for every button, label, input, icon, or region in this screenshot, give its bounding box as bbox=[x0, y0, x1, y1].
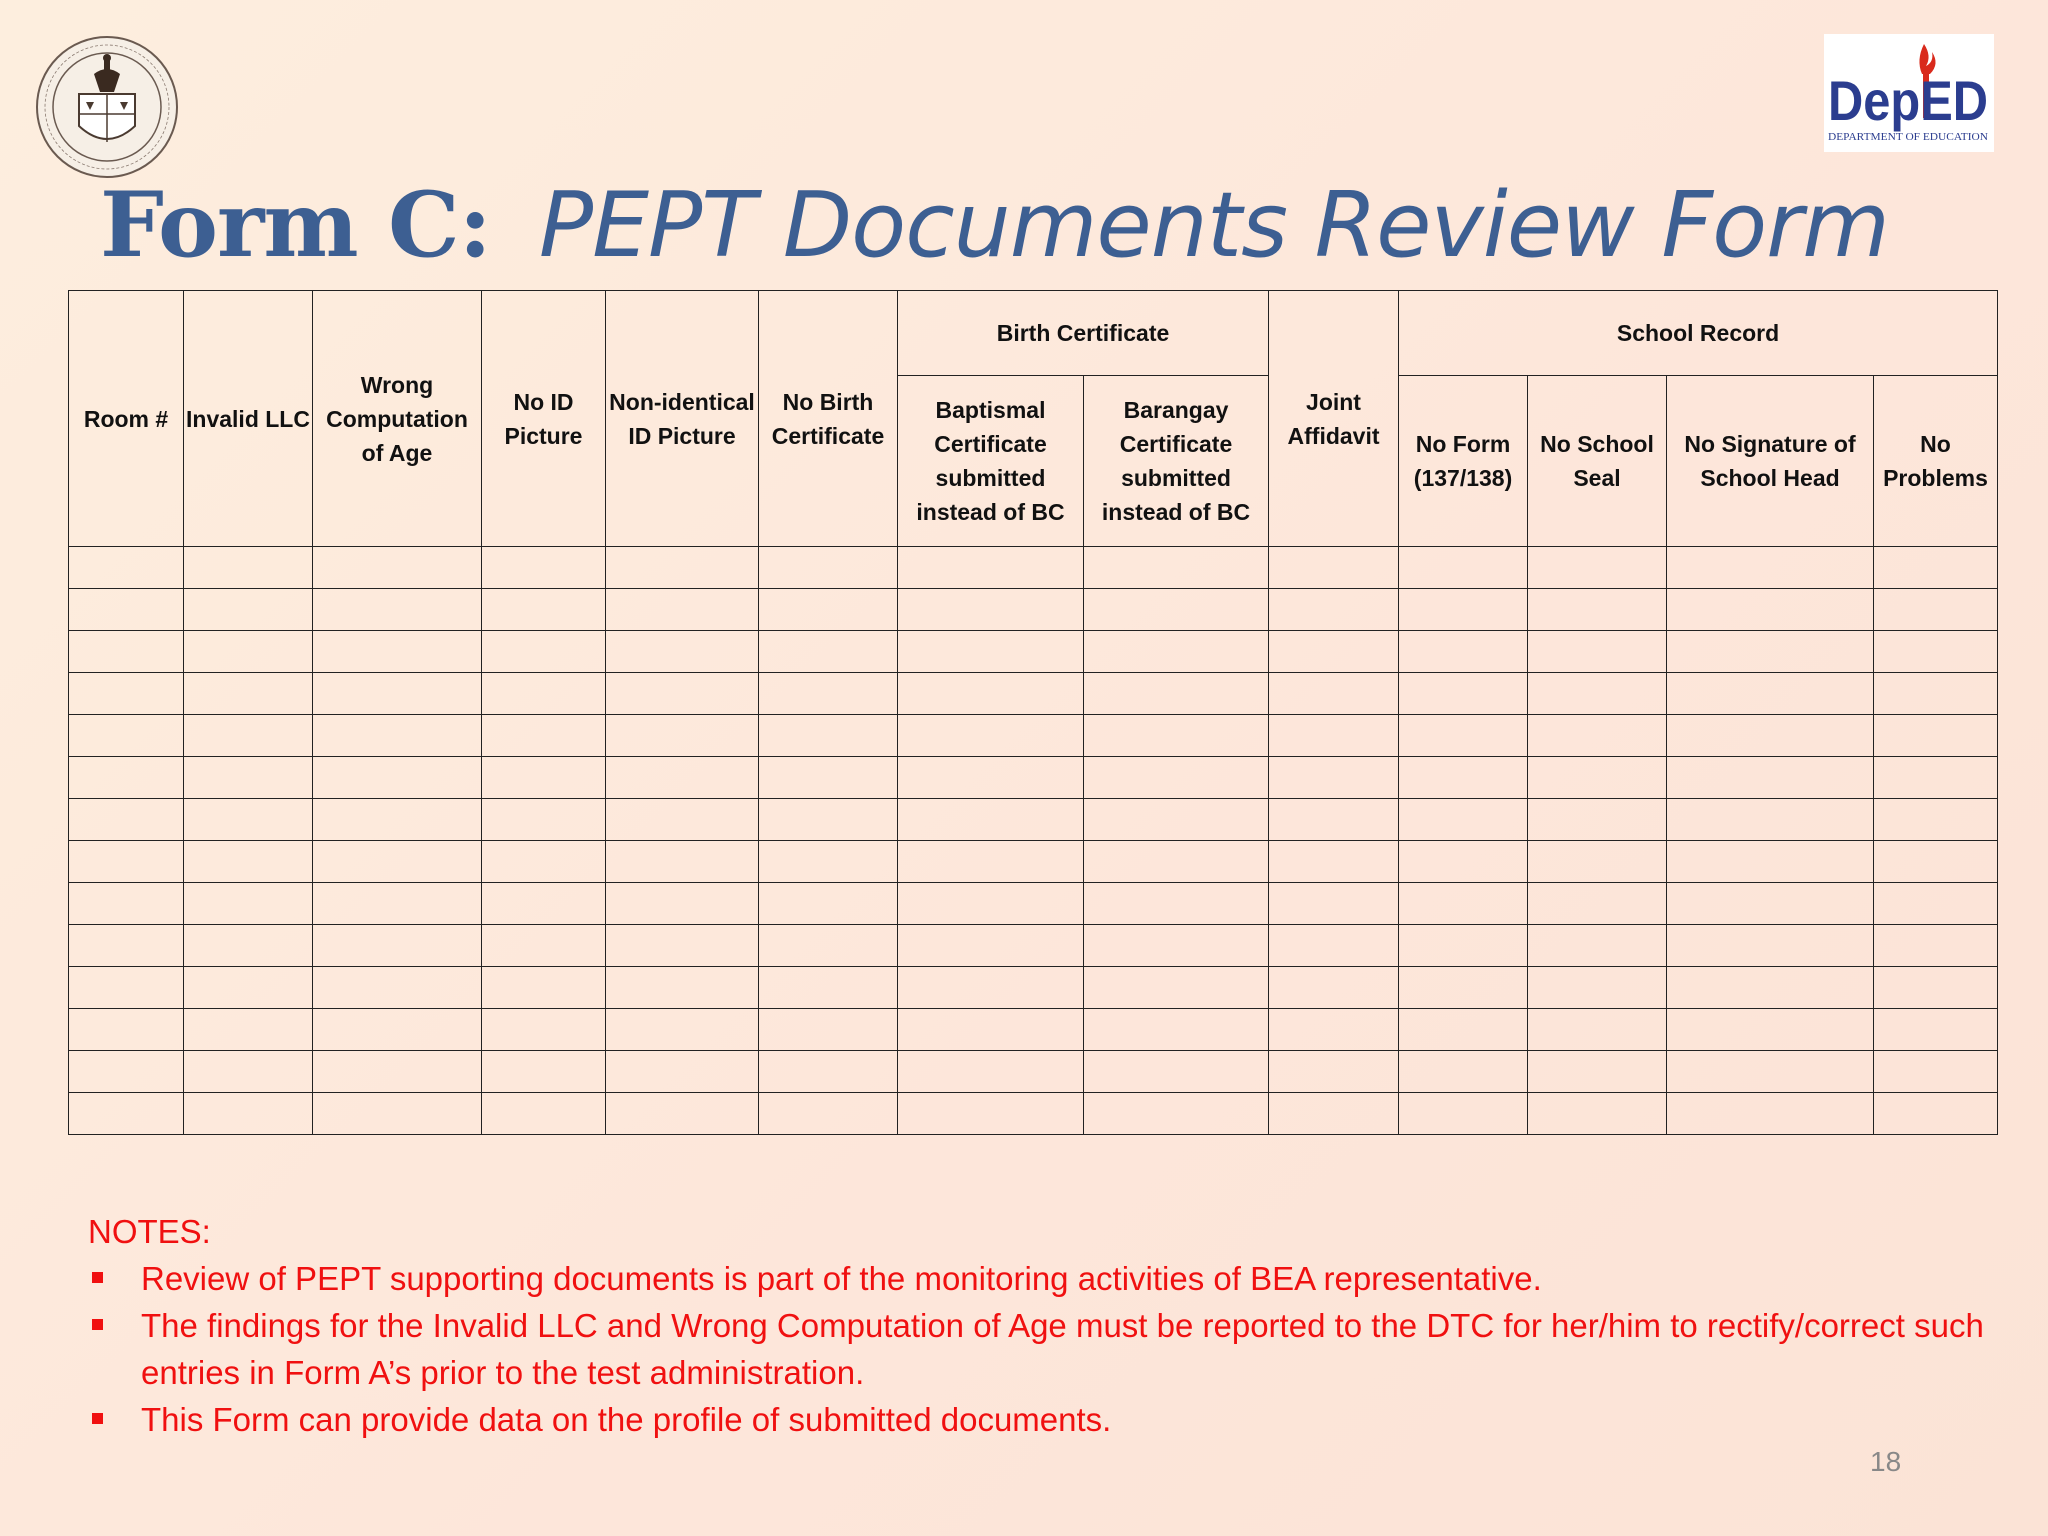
table-cell[interactable] bbox=[313, 967, 482, 1009]
table-cell[interactable] bbox=[69, 1009, 184, 1051]
table-row bbox=[69, 925, 1998, 967]
documents-review-table bbox=[68, 290, 1998, 1135]
table-cell[interactable] bbox=[1084, 799, 1269, 841]
table-cell[interactable] bbox=[606, 631, 759, 673]
table-cell[interactable] bbox=[606, 547, 759, 589]
table-cell[interactable] bbox=[1399, 967, 1528, 1009]
table-cell[interactable] bbox=[1084, 631, 1269, 673]
table-cell[interactable] bbox=[184, 799, 313, 841]
col-nonidentical-id: Non-identical ID Picture bbox=[606, 291, 759, 547]
table-cell[interactable] bbox=[1084, 673, 1269, 715]
table-row bbox=[69, 799, 1998, 841]
table-cell[interactable] bbox=[313, 1009, 482, 1051]
table-cell[interactable] bbox=[184, 925, 313, 967]
table-cell[interactable] bbox=[1874, 673, 1998, 715]
table-cell[interactable] bbox=[1399, 841, 1528, 883]
table-cell[interactable] bbox=[1528, 841, 1667, 883]
table-cell[interactable] bbox=[1084, 967, 1269, 1009]
table-cell[interactable] bbox=[606, 757, 759, 799]
table-cell[interactable] bbox=[69, 673, 184, 715]
table-cell[interactable] bbox=[606, 799, 759, 841]
page-title bbox=[100, 172, 2000, 282]
table-cell[interactable] bbox=[1399, 547, 1528, 589]
col-joint-affidavit: Joint Affidavit bbox=[1269, 291, 1399, 547]
table-cell[interactable] bbox=[1084, 925, 1269, 967]
table-cell[interactable] bbox=[759, 1051, 898, 1093]
table-cell[interactable] bbox=[482, 757, 606, 799]
table-cell[interactable] bbox=[1667, 715, 1874, 757]
table-cell[interactable] bbox=[1269, 925, 1399, 967]
table-cell[interactable] bbox=[1399, 883, 1528, 925]
table-cell[interactable] bbox=[898, 547, 1084, 589]
table-cell[interactable] bbox=[759, 883, 898, 925]
table-cell[interactable] bbox=[1667, 631, 1874, 673]
table-cell[interactable] bbox=[898, 883, 1084, 925]
table-cell[interactable] bbox=[898, 1009, 1084, 1051]
table-row bbox=[69, 841, 1998, 883]
table-row bbox=[69, 715, 1998, 757]
table-cell[interactable] bbox=[184, 631, 313, 673]
table-cell[interactable] bbox=[1528, 1009, 1667, 1051]
table-cell[interactable] bbox=[313, 1051, 482, 1093]
table-cell[interactable] bbox=[1874, 967, 1998, 1009]
table-cell[interactable] bbox=[313, 547, 482, 589]
svg-text:DepED: DepED bbox=[1828, 69, 1988, 132]
republic-seal-logo bbox=[34, 34, 180, 180]
bullet-icon bbox=[92, 1272, 103, 1283]
page-number: 18 bbox=[1870, 1446, 1902, 1477]
note-item bbox=[88, 1302, 1988, 1396]
table-cell[interactable] bbox=[898, 799, 1084, 841]
table-cell[interactable] bbox=[1667, 757, 1874, 799]
table-cell[interactable] bbox=[1667, 883, 1874, 925]
table-cell[interactable] bbox=[898, 589, 1084, 631]
table-cell[interactable] bbox=[606, 1093, 759, 1135]
col-room: Room # bbox=[69, 291, 184, 547]
note-text: This Form can provide data on the profile of submitted documents. bbox=[141, 1401, 1112, 1438]
table-cell[interactable] bbox=[1667, 1051, 1874, 1093]
table-cell[interactable] bbox=[184, 547, 313, 589]
table-cell[interactable] bbox=[1084, 547, 1269, 589]
table-cell[interactable] bbox=[1667, 841, 1874, 883]
table-cell[interactable] bbox=[1528, 631, 1667, 673]
table-cell[interactable] bbox=[1269, 1009, 1399, 1051]
table-cell[interactable] bbox=[898, 967, 1084, 1009]
table-cell[interactable] bbox=[1399, 925, 1528, 967]
group-school-record: School Record bbox=[1399, 291, 1998, 376]
table-cell[interactable] bbox=[184, 967, 313, 1009]
table-cell[interactable] bbox=[482, 1009, 606, 1051]
title-prefix: Form C: bbox=[100, 172, 491, 278]
table-cell[interactable] bbox=[1667, 799, 1874, 841]
table-cell[interactable] bbox=[1528, 799, 1667, 841]
table-cell[interactable] bbox=[69, 757, 184, 799]
title-main: PEPT Documents Review Form bbox=[538, 173, 1889, 278]
table-cell[interactable] bbox=[69, 925, 184, 967]
table-row bbox=[69, 547, 1998, 589]
table-cell[interactable] bbox=[313, 673, 482, 715]
table-cell[interactable] bbox=[69, 589, 184, 631]
table-row bbox=[69, 673, 1998, 715]
table-cell[interactable] bbox=[69, 715, 184, 757]
table-cell[interactable] bbox=[184, 589, 313, 631]
table-cell[interactable] bbox=[1667, 1009, 1874, 1051]
table-cell[interactable] bbox=[482, 925, 606, 967]
table-cell[interactable] bbox=[1084, 1093, 1269, 1135]
table-cell[interactable] bbox=[69, 799, 184, 841]
table-row bbox=[69, 1051, 1998, 1093]
table-cell[interactable] bbox=[1667, 925, 1874, 967]
table-cell[interactable] bbox=[898, 1093, 1084, 1135]
table-cell[interactable] bbox=[1399, 1051, 1528, 1093]
table-cell[interactable] bbox=[759, 967, 898, 1009]
table-cell[interactable] bbox=[759, 631, 898, 673]
table-cell[interactable] bbox=[69, 841, 184, 883]
table-cell[interactable] bbox=[898, 757, 1084, 799]
table-cell[interactable] bbox=[759, 589, 898, 631]
table-cell[interactable] bbox=[606, 1051, 759, 1093]
table-cell[interactable] bbox=[1269, 673, 1399, 715]
table-cell[interactable] bbox=[1084, 757, 1269, 799]
col-wrong-age: Wrong Computation of Age bbox=[313, 291, 482, 547]
col-barangay: Barangay Certificate submitted instead of BC bbox=[1084, 376, 1269, 547]
col-no-birth-cert: No Birth Certificate bbox=[759, 291, 898, 547]
table-cell[interactable] bbox=[313, 757, 482, 799]
table-cell[interactable] bbox=[1399, 673, 1528, 715]
table-cell[interactable] bbox=[1269, 1093, 1399, 1135]
table-cell[interactable] bbox=[313, 841, 482, 883]
note-item bbox=[88, 1255, 1988, 1302]
table-cell[interactable] bbox=[1667, 967, 1874, 1009]
notes-list bbox=[88, 1255, 1988, 1443]
note-item bbox=[88, 1396, 1988, 1443]
table-cell[interactable] bbox=[759, 547, 898, 589]
table-cell[interactable] bbox=[1528, 883, 1667, 925]
table-cell[interactable] bbox=[759, 715, 898, 757]
table-cell[interactable] bbox=[606, 589, 759, 631]
table-row bbox=[69, 967, 1998, 1009]
table-cell[interactable] bbox=[184, 673, 313, 715]
table-cell[interactable] bbox=[1399, 757, 1528, 799]
table-cell[interactable] bbox=[1084, 715, 1269, 757]
table-cell[interactable] bbox=[1528, 757, 1667, 799]
table-cell[interactable] bbox=[1269, 799, 1399, 841]
table-cell[interactable] bbox=[1269, 757, 1399, 799]
table-cell[interactable] bbox=[1528, 1051, 1667, 1093]
table-cell[interactable] bbox=[1874, 1009, 1998, 1051]
table-cell[interactable] bbox=[1528, 1093, 1667, 1135]
table-cell[interactable] bbox=[606, 673, 759, 715]
table-cell[interactable] bbox=[759, 1009, 898, 1051]
note-text: Review of PEPT supporting documents is part of the monitoring activities of BEA representative. bbox=[141, 1260, 1542, 1297]
table-cell[interactable] bbox=[482, 1093, 606, 1135]
svg-text:DEPARTMENT OF EDUCATION: DEPARTMENT OF EDUCATION bbox=[1828, 131, 1989, 143]
table-cell[interactable] bbox=[898, 673, 1084, 715]
table-cell[interactable] bbox=[1528, 967, 1667, 1009]
table-cell[interactable] bbox=[1269, 967, 1399, 1009]
bullet-icon bbox=[92, 1319, 103, 1330]
table-cell[interactable] bbox=[313, 715, 482, 757]
table-cell[interactable] bbox=[759, 673, 898, 715]
table-cell[interactable] bbox=[1528, 673, 1667, 715]
table-cell[interactable] bbox=[1667, 589, 1874, 631]
table-cell[interactable] bbox=[898, 1051, 1084, 1093]
table-cell[interactable] bbox=[606, 967, 759, 1009]
table-cell[interactable] bbox=[1528, 715, 1667, 757]
table-cell[interactable] bbox=[482, 841, 606, 883]
table-cell[interactable] bbox=[898, 631, 1084, 673]
col-no-problems: No Problems bbox=[1874, 376, 1998, 547]
table-cell[interactable] bbox=[1084, 883, 1269, 925]
table-cell[interactable] bbox=[606, 841, 759, 883]
table-cell[interactable] bbox=[184, 715, 313, 757]
table-cell[interactable] bbox=[1667, 673, 1874, 715]
table-cell[interactable] bbox=[1399, 799, 1528, 841]
table-cell[interactable] bbox=[606, 1009, 759, 1051]
table-cell[interactable] bbox=[482, 547, 606, 589]
table-cell[interactable] bbox=[1874, 631, 1998, 673]
table-cell[interactable] bbox=[313, 799, 482, 841]
table-cell[interactable] bbox=[1874, 1051, 1998, 1093]
table-cell[interactable] bbox=[1528, 589, 1667, 631]
table-cell[interactable] bbox=[1084, 1009, 1269, 1051]
table-cell[interactable] bbox=[1084, 841, 1269, 883]
table-cell[interactable] bbox=[1874, 1093, 1998, 1135]
col-no-form: No Form (137/138) bbox=[1399, 376, 1528, 547]
table-cell[interactable] bbox=[482, 883, 606, 925]
table-cell[interactable] bbox=[759, 841, 898, 883]
table-cell[interactable] bbox=[1084, 589, 1269, 631]
deped-logo bbox=[1824, 34, 1994, 152]
col-invalid-llc: Invalid LLC bbox=[184, 291, 313, 547]
table-cell[interactable] bbox=[184, 757, 313, 799]
notes-heading: NOTES: bbox=[88, 1213, 211, 1250]
table-cell[interactable] bbox=[1874, 715, 1998, 757]
table-cell[interactable] bbox=[313, 925, 482, 967]
table-row bbox=[69, 883, 1998, 925]
table-cell[interactable] bbox=[1874, 799, 1998, 841]
table-cell[interactable] bbox=[1269, 547, 1399, 589]
table-cell[interactable] bbox=[1399, 589, 1528, 631]
table-cell[interactable] bbox=[1874, 925, 1998, 967]
table-cell[interactable] bbox=[184, 1051, 313, 1093]
table-cell[interactable] bbox=[482, 673, 606, 715]
table-cell[interactable] bbox=[1269, 589, 1399, 631]
notes-section bbox=[88, 1208, 1988, 1443]
col-baptismal: Baptismal Certificate submitted instead of BC bbox=[898, 376, 1084, 547]
table-cell[interactable] bbox=[482, 715, 606, 757]
table-cell[interactable] bbox=[313, 883, 482, 925]
table-cell[interactable] bbox=[1874, 883, 1998, 925]
table-cell[interactable] bbox=[1269, 883, 1399, 925]
table-cell[interactable] bbox=[1874, 589, 1998, 631]
table-cell[interactable] bbox=[898, 715, 1084, 757]
table-row bbox=[69, 589, 1998, 631]
bullet-icon bbox=[92, 1413, 103, 1424]
table-cell[interactable] bbox=[759, 1093, 898, 1135]
table-cell[interactable] bbox=[1269, 715, 1399, 757]
table-cell[interactable] bbox=[1399, 631, 1528, 673]
table-cell[interactable] bbox=[184, 883, 313, 925]
table-cell[interactable] bbox=[1269, 631, 1399, 673]
table-cell[interactable] bbox=[606, 883, 759, 925]
table-cell[interactable] bbox=[184, 841, 313, 883]
table-body bbox=[69, 547, 1998, 1135]
table-cell[interactable] bbox=[69, 1051, 184, 1093]
table-cell[interactable] bbox=[759, 799, 898, 841]
table-cell[interactable] bbox=[482, 631, 606, 673]
table-cell[interactable] bbox=[69, 967, 184, 1009]
table-cell[interactable] bbox=[184, 1009, 313, 1051]
table-cell[interactable] bbox=[313, 589, 482, 631]
table-cell[interactable] bbox=[898, 925, 1084, 967]
table-row bbox=[69, 1093, 1998, 1135]
table-cell[interactable] bbox=[606, 715, 759, 757]
table-cell[interactable] bbox=[1084, 1051, 1269, 1093]
table-cell[interactable] bbox=[1269, 841, 1399, 883]
table-cell[interactable] bbox=[69, 1093, 184, 1135]
table-cell[interactable] bbox=[1399, 1093, 1528, 1135]
table-cell[interactable] bbox=[1399, 715, 1528, 757]
table-cell[interactable] bbox=[1874, 547, 1998, 589]
table-cell[interactable] bbox=[898, 841, 1084, 883]
table-cell[interactable] bbox=[313, 1093, 482, 1135]
table-cell[interactable] bbox=[1528, 547, 1667, 589]
table-cell[interactable] bbox=[1269, 1051, 1399, 1093]
table-cell[interactable] bbox=[1667, 1093, 1874, 1135]
col-no-school-seal: No School Seal bbox=[1528, 376, 1667, 547]
table-cell[interactable] bbox=[482, 799, 606, 841]
table-cell[interactable] bbox=[1874, 841, 1998, 883]
table-cell[interactable] bbox=[606, 925, 759, 967]
col-no-id-picture: No ID Picture bbox=[482, 291, 606, 547]
table-cell[interactable] bbox=[759, 925, 898, 967]
table-cell[interactable] bbox=[69, 883, 184, 925]
table-row bbox=[69, 757, 1998, 799]
table-cell[interactable] bbox=[482, 967, 606, 1009]
note-text: The findings for the Invalid LLC and Wrong Computation of Age must be reported to the DTC for her/him to rectify/correct such entries in Form A’s prior to the test administration. bbox=[141, 1307, 1984, 1391]
table-cell[interactable] bbox=[1667, 547, 1874, 589]
table-cell[interactable] bbox=[1874, 757, 1998, 799]
table-cell[interactable] bbox=[482, 1051, 606, 1093]
table-cell[interactable] bbox=[184, 1093, 313, 1135]
table-cell[interactable] bbox=[313, 631, 482, 673]
table-cell[interactable] bbox=[1399, 1009, 1528, 1051]
table-cell[interactable] bbox=[1528, 925, 1667, 967]
table-cell[interactable] bbox=[482, 589, 606, 631]
table-cell[interactable] bbox=[759, 757, 898, 799]
table-row bbox=[69, 1009, 1998, 1051]
table-cell[interactable] bbox=[69, 547, 184, 589]
table-row bbox=[69, 631, 1998, 673]
table-cell[interactable] bbox=[69, 631, 184, 673]
col-no-signature: No Signature of School Head bbox=[1667, 376, 1874, 547]
group-birth-certificate: Birth Certificate bbox=[898, 291, 1269, 376]
